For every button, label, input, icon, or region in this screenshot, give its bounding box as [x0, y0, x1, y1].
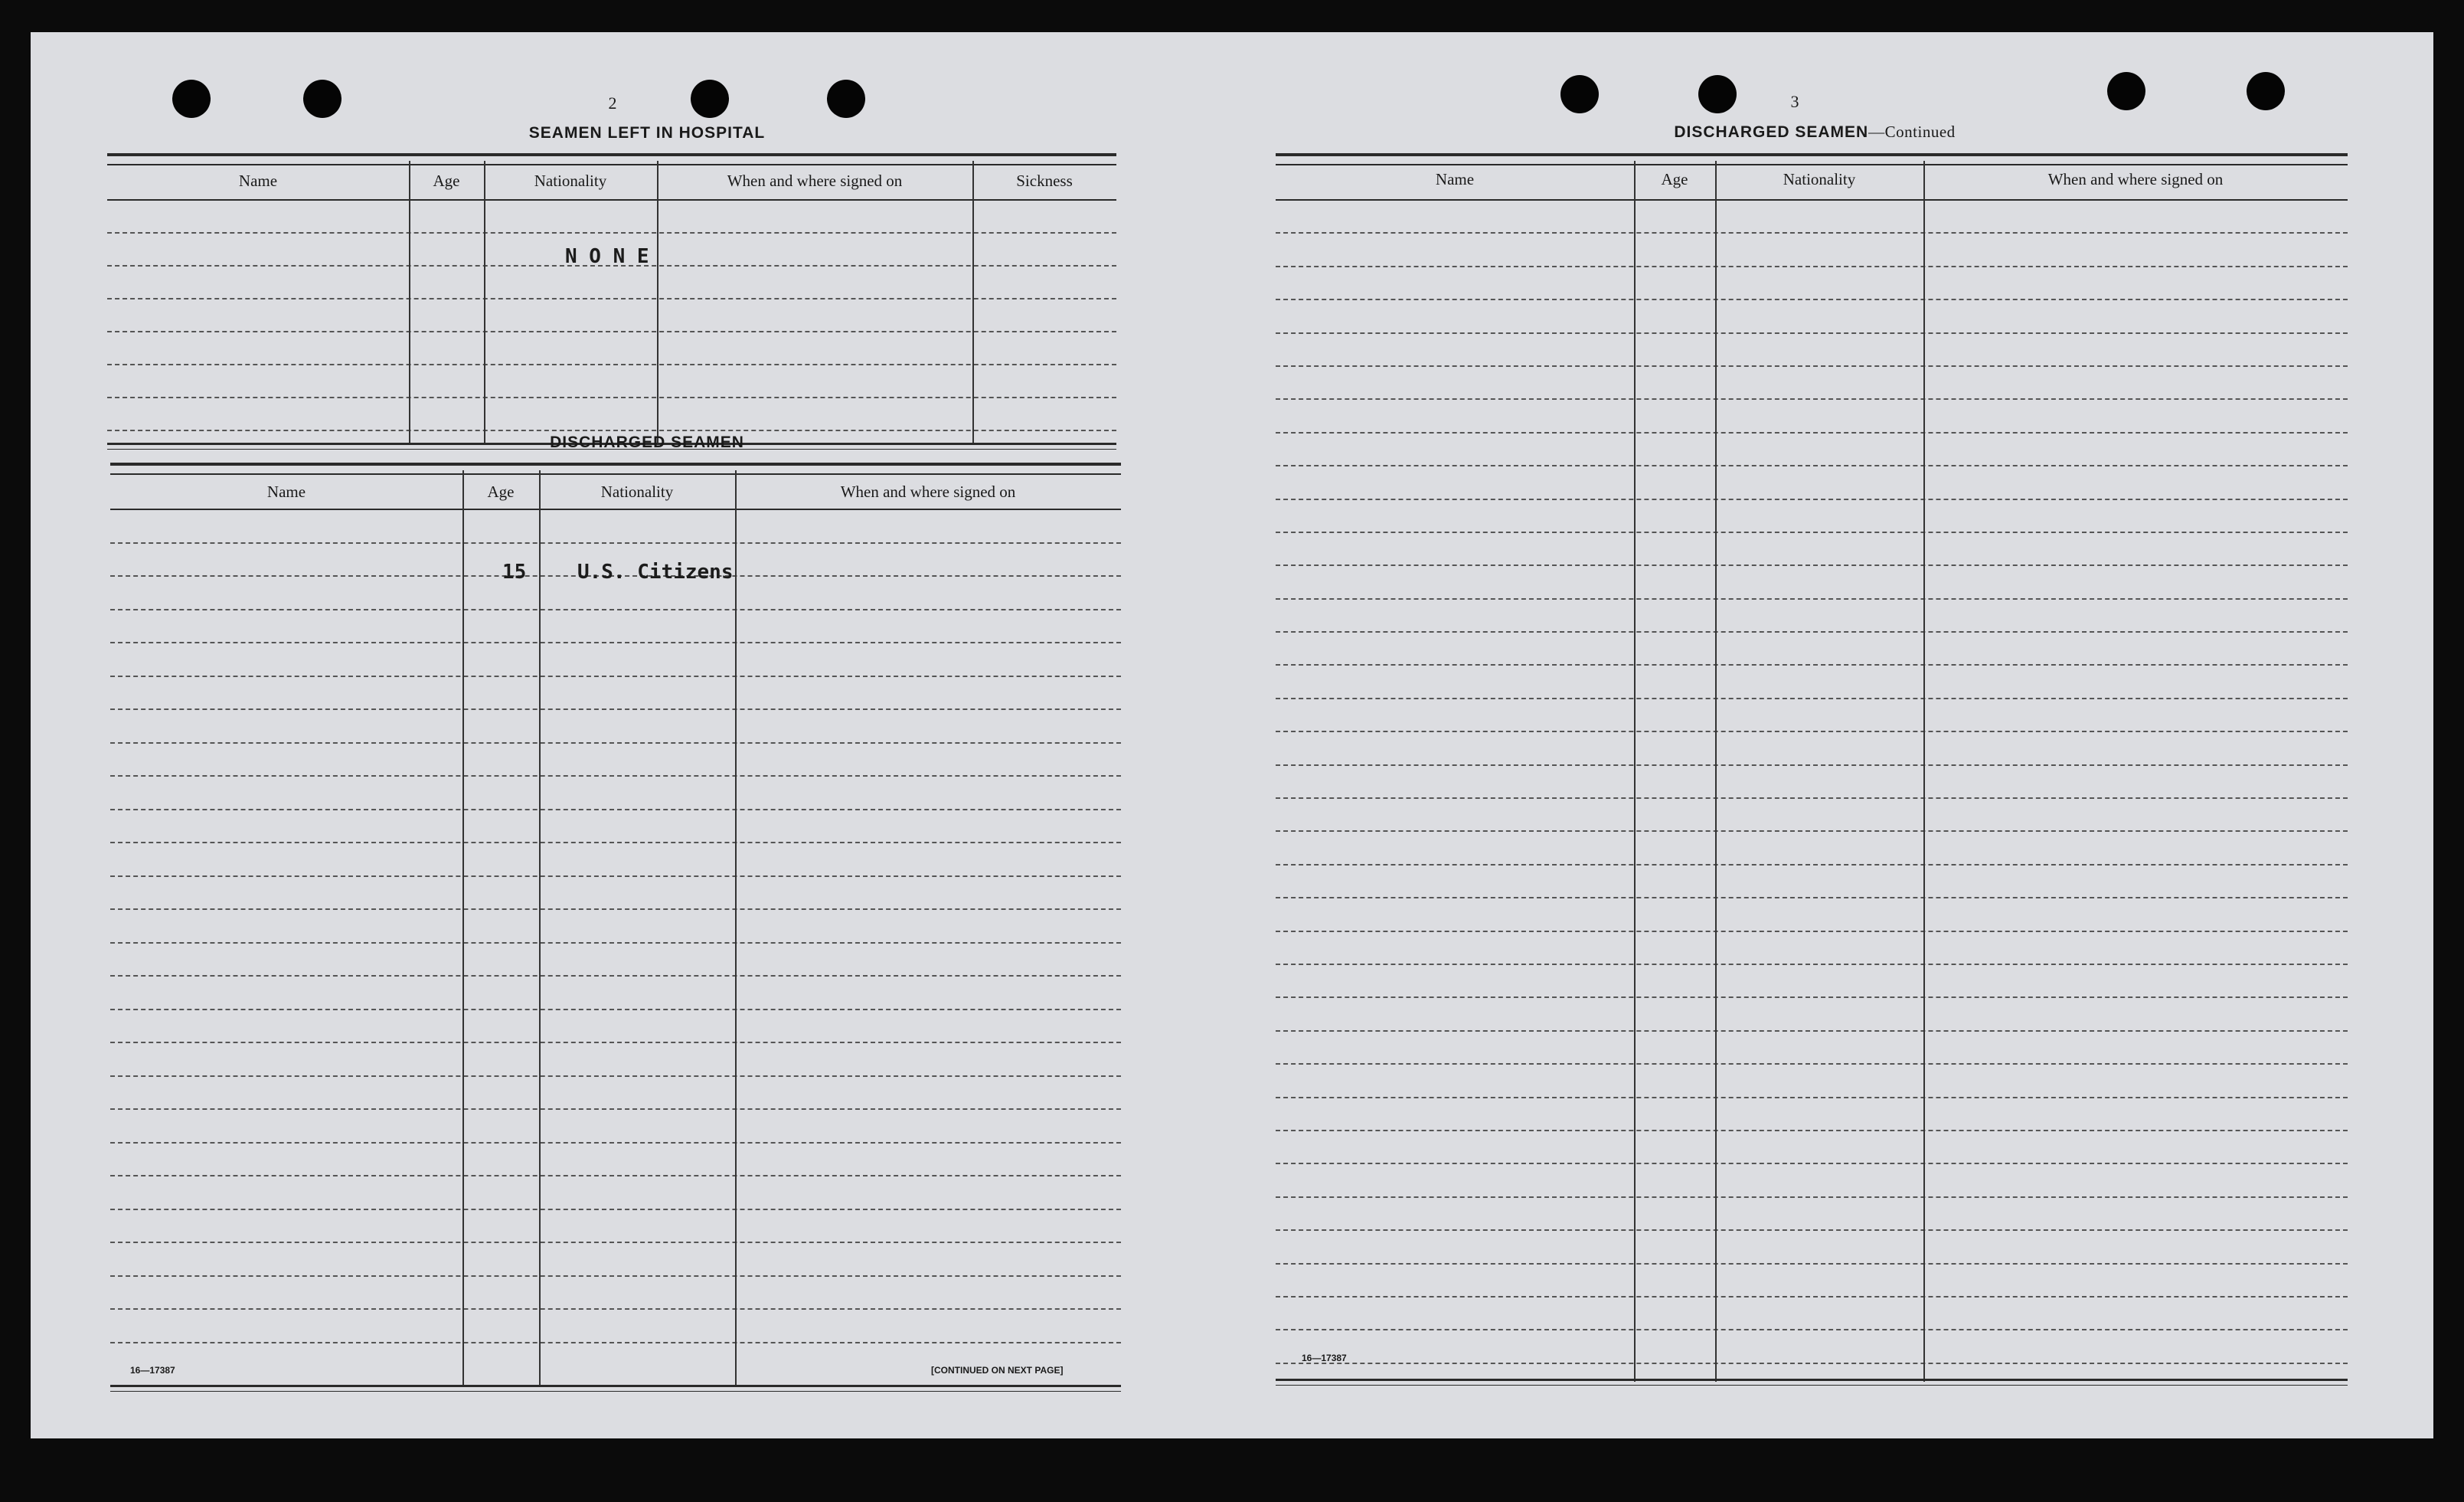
- col-header-signed-on: When and where signed on: [840, 483, 1016, 501]
- form-number-right: 16—17387: [1302, 1353, 1347, 1363]
- col-header-name: Name: [266, 483, 306, 501]
- punch-hole-icon: [172, 80, 211, 118]
- punch-hole-icon: [1698, 75, 1737, 113]
- page-number-left: 2: [608, 93, 617, 113]
- right-section-title: [1547, 123, 2083, 142]
- hospital-section-title: SEAMEN LEFT IN HOSPITAL: [528, 124, 766, 142]
- col-header-age: Age: [433, 172, 460, 190]
- col-header-nationality: Nationality: [600, 483, 674, 501]
- col-header-name: Name: [238, 172, 278, 190]
- right-section-title-main: DISCHARGED SEAMEN: [1674, 123, 1869, 141]
- discharged-continued-table: [1276, 153, 2348, 1383]
- discharged-age-entry: 15: [502, 561, 527, 584]
- col-header-age: Age: [1661, 170, 1688, 188]
- document-sheet: [31, 32, 2433, 1438]
- page-number-right: 3: [1790, 92, 1799, 111]
- hospital-table: [107, 153, 1116, 447]
- punch-hole-icon: [691, 80, 729, 118]
- col-header-signed-on: When and where signed on: [2047, 170, 2224, 188]
- form-number-left: 16—17387: [130, 1365, 175, 1376]
- punch-hole-icon: [827, 80, 865, 118]
- punch-hole-icon: [303, 80, 341, 118]
- col-header-age: Age: [487, 483, 515, 501]
- punch-hole-icon: [1560, 75, 1599, 113]
- discharged-table: [110, 463, 1121, 1391]
- punch-hole-icon: [2107, 72, 2145, 110]
- col-header-nationality: Nationality: [1783, 170, 1856, 188]
- punch-hole-icon: [2247, 72, 2285, 110]
- col-header-sickness: Sickness: [1016, 172, 1073, 190]
- right-section-title-suffix: —Continued: [1868, 123, 1956, 141]
- col-header-nationality: Nationality: [534, 172, 607, 190]
- discharged-nationality-entry: U.S. Citizens: [577, 561, 734, 584]
- discharged-section-title: DISCHARGED SEAMEN: [550, 434, 744, 451]
- hospital-none-entry: N O N E: [565, 245, 649, 268]
- col-header-name: Name: [1435, 170, 1475, 188]
- continued-note: [CONTINUED ON NEXT PAGE]: [931, 1365, 1064, 1376]
- col-header-signed-on: When and where signed on: [727, 172, 903, 190]
